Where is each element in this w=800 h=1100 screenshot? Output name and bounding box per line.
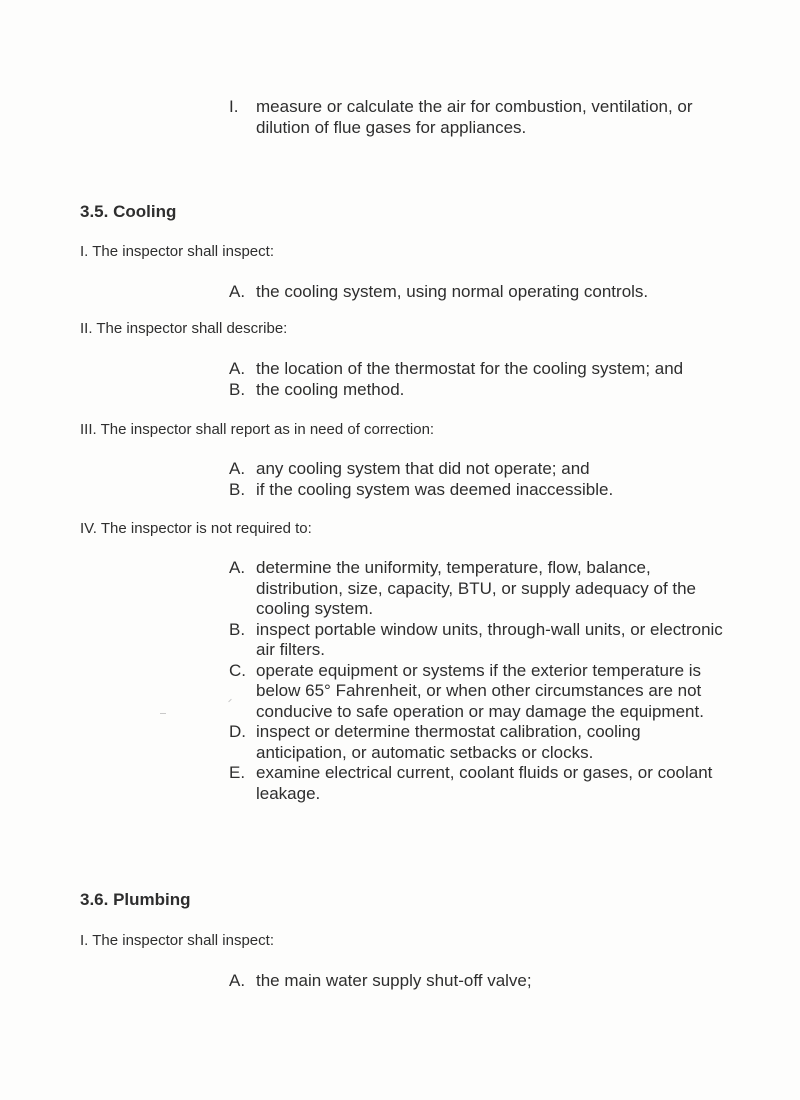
list-marker: E. [229, 763, 246, 782]
list-marker: A. [229, 558, 246, 577]
plumbing-inspect-list [229, 971, 734, 992]
list-item [229, 97, 734, 138]
list-item-text: inspect or determine thermostat calibration, cooling anticipation, or automatic setbacks or clocks. [256, 722, 641, 762]
list-item-text: the location of the thermostat for the cooling system; and [256, 359, 684, 378]
section-heading-cooling: 3.5. Cooling [80, 202, 177, 221]
list-item [229, 558, 734, 620]
list-item [229, 380, 734, 401]
list-marker: I. [229, 97, 239, 116]
list-item [229, 480, 734, 501]
top-list [229, 97, 734, 138]
scan-speck [160, 713, 166, 714]
cooling-not-required-intro: IV. The inspector is not required to: [80, 520, 312, 537]
list-item [229, 620, 734, 661]
list-item [229, 359, 734, 380]
cooling-report-list [229, 459, 734, 500]
list-item-text: any cooling system that did not operate; and [256, 459, 590, 478]
list-item [229, 763, 734, 804]
list-item-text: the main water supply shut-off valve; [256, 971, 532, 990]
list-marker: C. [229, 660, 246, 680]
cooling-inspect-intro: I. The inspector shall inspect: [80, 243, 274, 260]
list-item-text: determine the uniformity, temperature, flow, balance, distribution, size, capacity, BTU, or supply adequacy of the cooling system. [256, 558, 697, 618]
list-item [229, 282, 734, 303]
list-marker: A. [229, 459, 246, 478]
list-marker: B. [229, 619, 246, 639]
list-marker: A. [229, 359, 246, 378]
cooling-inspect-list [229, 282, 734, 303]
list-item-text: examine electrical current, coolant fluids or gases, or coolant leakage. [256, 763, 713, 803]
list-item [229, 722, 734, 763]
list-item-text: measure or calculate the air for combustion, ventilation, or dilution of flue gases for appliances. [256, 97, 693, 137]
list-item [229, 661, 734, 723]
list-item-text: inspect portable window units, through-wall units, or electronic air filters. [256, 619, 723, 659]
cooling-describe-intro: II. The inspector shall describe: [80, 320, 288, 337]
cooling-describe-list [229, 359, 734, 400]
list-item-text: if the cooling system was deemed inaccessible. [256, 479, 614, 499]
list-item-text: operate equipment or systems if the exterior temperature is below 65° Fahrenheit, or when other circumstances are not conducive to safe operation or may damage the equipment. [256, 660, 704, 721]
list-marker: A. [229, 971, 246, 990]
list-marker: B. [229, 479, 246, 499]
section-heading-plumbing: 3.6. Plumbing [80, 890, 191, 909]
list-marker: B. [229, 379, 246, 399]
list-item-text: the cooling system, using normal operating controls. [256, 282, 649, 301]
list-item-text: the cooling method. [256, 379, 405, 399]
list-marker: A. [229, 282, 246, 301]
cooling-report-intro: III. The inspector shall report as in need of correction: [80, 421, 435, 438]
plumbing-inspect-intro: I. The inspector shall inspect: [80, 932, 274, 949]
cooling-not-required-list [229, 558, 734, 804]
list-marker: D. [229, 722, 246, 741]
list-item [229, 459, 734, 480]
list-item [229, 971, 734, 992]
